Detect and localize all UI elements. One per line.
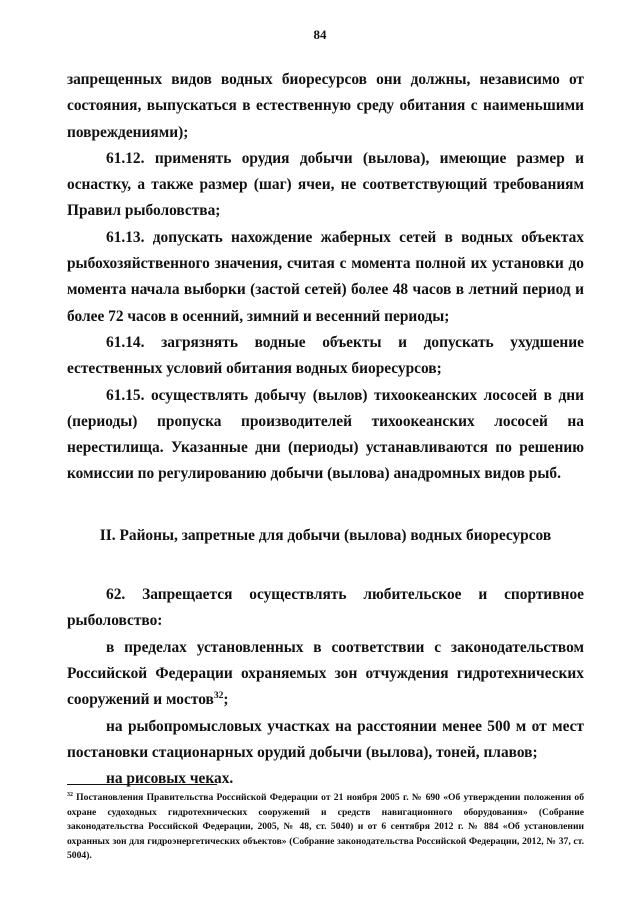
paragraph-62-item-1	[67, 635, 584, 714]
footnote-reference[interactable]: 32	[213, 690, 224, 702]
paragraph-62-item-1-text: в пределах установленных в соответствии с законодательством Российской Федерации охраняемых зон отчуждения гидротехнических сооружений и мостов	[67, 638, 584, 709]
paragraph-62: 62. Запрещается осуществлять любительское и спортивное рыболовство:	[67, 586, 584, 630]
section-heading: II. Районы, запретные для добычи (вылова) водных биоресурсов	[99, 526, 552, 544]
footnote-marker: 32	[67, 791, 73, 798]
paragraph-62-item-3: на рисовых чеках.	[106, 770, 234, 788]
footnote	[67, 791, 584, 864]
paragraph-61-14: 61.14. загрязнять водные объекты и допускать ухудшение естественных условий обитания водных биоресурсов;	[67, 333, 584, 378]
paragraph-continuation: запрещенных видов водных биоресурсов они должны, независимо от состояния, выпускаться в естественную среду обитания с наименьшими повреждениями);	[67, 71, 584, 141]
paragraph-61-15: 61.15. осуществлять добычу (вылов) тихоокеанских лососей в дни (периоды) пропуска производителей тихоокеанских лососей на нерестилища. Указанные дни (периоды) устанавливаются по решению комиссии по регулированию добычи (вылова) анадромных видов рыб.	[67, 386, 584, 483]
document-body	[67, 67, 584, 792]
paragraph-62-item-2: на рыбопромысловых участках на расстоянии менее 500 м от мест постановки стационарных орудий добычи (вылова), тоней, плавов;	[67, 717, 584, 761]
page-number: 84	[313, 27, 327, 42]
footnote-text: Постановления Правительства Российской Федерации от 21 ноября 2005 г. № 690 «Об утверждении положения об охране судоходных гидротехнических сооружений и средств навигационного оборудования» (Собрание законодательства Российской Федерации, 2005, № 48, ст. 5040) и от 6 сентября 2012 г. № 884 «Об установлении охранных зон для гидроэнергетических объектов» (Собрание законодательства Российской Федерации, 2012, № 37, ст. 5004).	[67, 792, 584, 861]
footnote-divider	[67, 784, 217, 785]
paragraph-61-13: 61.13. допускать нахождение жаберных сетей в водных объектах рыбохозяйственного значения, считая с момента полной их установки до момента начала выборки (застой сетей) более 48 часов в летний период и более 72 часов в осенний, зимний и весенний периоды;	[67, 228, 584, 325]
paragraph-61-12: 61.12. применять орудия добычи (вылова), имеющие размер и оснастку, а также размер (шаг) ячеи, не соответствующий требованиям Правил рыболовства;	[67, 149, 584, 220]
paragraph-62-item-1-end: ;	[223, 691, 229, 709]
